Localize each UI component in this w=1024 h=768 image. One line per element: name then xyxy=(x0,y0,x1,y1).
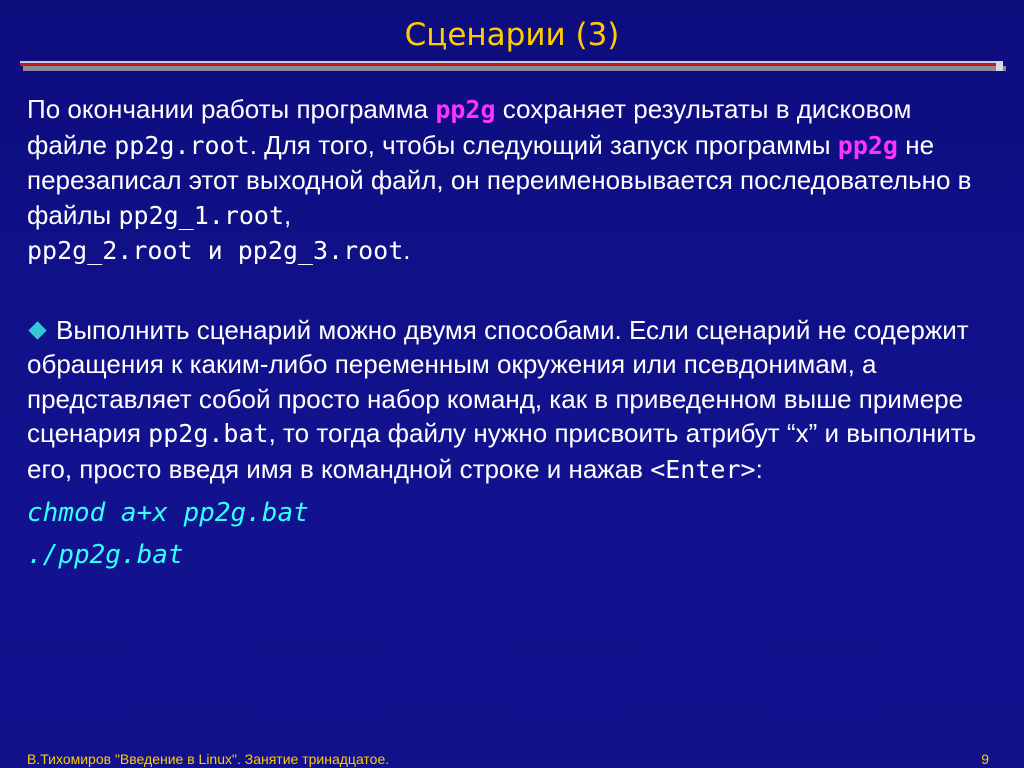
paragraph-text: . xyxy=(403,235,411,265)
paragraph-text: , то тогда файлу нужно присвоить атрибут “x” и выполнить его, просто введя имя в командной строке и нажав xyxy=(27,418,977,484)
paragraph-text: Выполнить сценарий можно двумя способами. Если сценарий не содержит обращения к каким-либо переменным окружения или псевдонимам, а представляет собой просто набор команд, как в приведенном выше примере сценария xyxy=(27,314,969,448)
paragraph-run-script xyxy=(27,313,987,488)
file-name: pp2g.root xyxy=(114,130,250,160)
enter-key-label: <Enter> xyxy=(650,454,756,484)
paragraph-text: По окончании работы программа xyxy=(27,94,436,124)
command-chmod: chmod a+x pp2g.bat xyxy=(27,498,309,528)
program-name: pp2g xyxy=(435,95,496,124)
diamond-bullet-icon xyxy=(28,321,46,339)
file-name: pp2g_1.root xyxy=(118,200,285,230)
paragraph-output-files xyxy=(27,92,987,269)
command-run: ./pp2g.bat xyxy=(27,540,184,570)
paragraph-text: не перезаписал этот выходной файл, он переименовывается последовательно в файлы xyxy=(27,129,972,230)
paragraph-text: , xyxy=(284,199,292,230)
title-rule-shadow xyxy=(23,66,1006,71)
program-name: pp2g xyxy=(837,130,898,160)
footer-credit: В.Тихомиров "Введение в Linux". Занятие тринадцатое. xyxy=(27,751,390,767)
script-name: pp2g.bat xyxy=(148,419,269,448)
paragraph-text: : xyxy=(755,453,763,484)
file-name: pp2g_2.root и pp2g_3.root xyxy=(27,236,404,265)
title-rule-end xyxy=(996,61,1003,71)
slide-title: Сценарии (3) xyxy=(404,17,620,53)
page-number: 9 xyxy=(981,751,989,767)
paragraph-text: . Для того, чтобы следующий запуск программы xyxy=(249,129,838,160)
paragraph-text: сохраняет результаты в дисковом файле xyxy=(27,94,912,160)
slide-content xyxy=(27,92,987,572)
